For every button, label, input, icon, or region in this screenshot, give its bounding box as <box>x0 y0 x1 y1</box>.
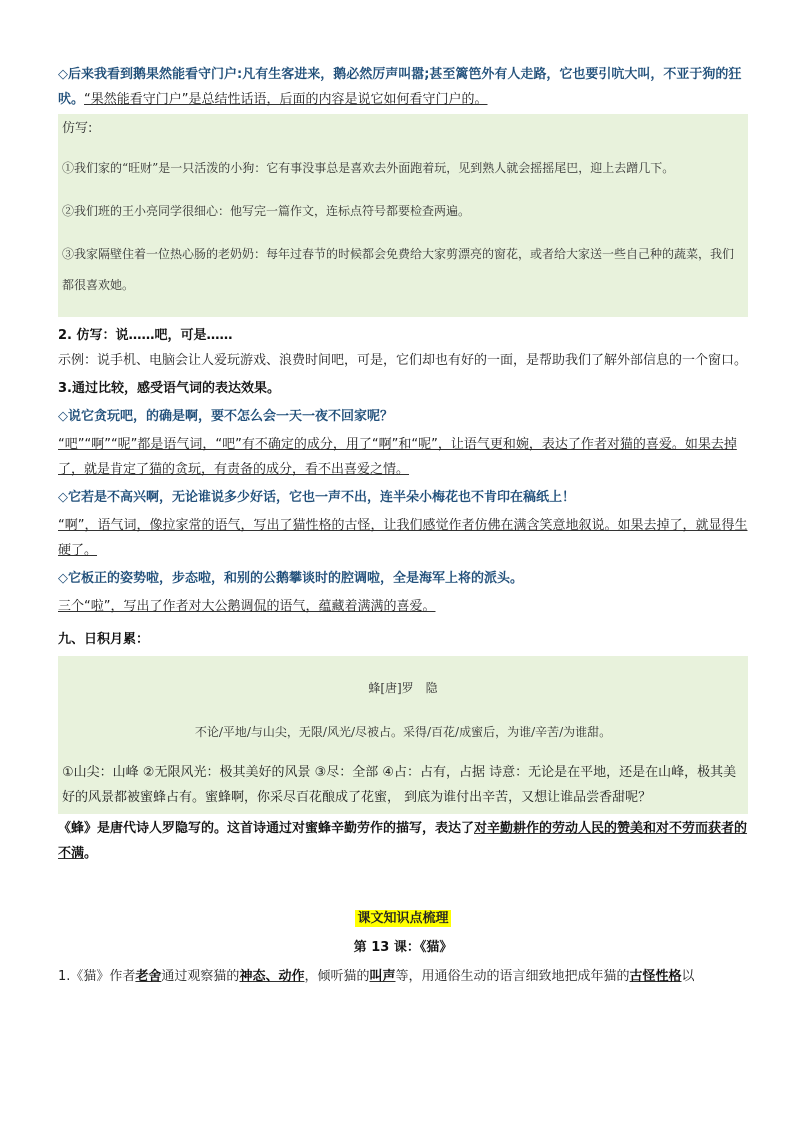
item2-example: 示例：说手机、电脑会让人爱玩游戏、浪费时间吧，可是，它们却也有好的一面，是帮助我们了解外部信息的一个窗口。 <box>58 353 748 368</box>
item3-question-1: ◇说它贪玩吧，的确是啊，要不怎么会一天一夜不回家呢？ <box>58 409 393 424</box>
poem-box <box>58 656 748 814</box>
poem-notes: ①山尖：山峰 ②无限风光：极其美好的风景 ③尽：全部 ④占：占有，占据 诗意：无论是在平地，还是在山峰，极其美好的风景都被蜜蜂占有。蜜蜂啊，你采尽百花酿成了花蜜， 到底为谁付出辛苦，又想让谁品尝香甜呢？ <box>62 765 737 805</box>
item3-question-2: ◇它若是不高兴啊，无论谁说多少好话，它也一声不出，连半朵小梅花也不肯印在稿纸上！ <box>58 490 575 505</box>
item3-answer-3: 三个“啦”，写出了作者对大公鹅调侃的语气，蕴藏着满满的喜爱。 <box>58 599 436 614</box>
lesson-title: 第 13 课：《猫》 <box>353 940 453 955</box>
section9-title: 九、日积月累： <box>58 632 150 647</box>
lesson-p1-text-d: ，倾听猫的 <box>304 969 370 984</box>
paragraph-goose-guard <box>58 62 748 112</box>
lesson-p1-character: 古怪性格 <box>629 969 682 984</box>
lesson-p1-demeanor: 神态、动作 <box>239 969 305 984</box>
imitation-item-1: ①我们家的“旺财”是一只活泼的小狗：它有事没事总是喜欢去外面跑着玩，见到熟人就会摇摇尾巴，迎上去蹭几下。 <box>62 161 675 175</box>
lesson-p1-sound: 叫声 <box>369 969 396 984</box>
knowledge-banner: 课文知识点梳理 <box>357 911 449 926</box>
poem-summary-prefix: 《蜂》是唐代诗人罗隐写的。这首诗通过对蜜蜂辛勤劳作的描写，表达了 <box>58 821 475 836</box>
poem-summary-suffix: 。 <box>84 846 98 861</box>
document-page <box>58 62 748 989</box>
quote-goose-guard: ◇后来我看到鹅果然能看守门户:凡有生客进来，鹅必然厉声叫嚣;甚至篱笆外有人走路，它也要引吭大叫，不亚于狗的狂吠。 <box>58 67 742 107</box>
lesson-p1-text-a: 1.《猫》作者 <box>58 969 136 984</box>
lesson-p1-author: 老舍 <box>135 969 162 984</box>
item3-question-3: ◇它板正的姿势啦，步态啦，和别的公鹅攀谈时的腔调啦，全是海军上将的派头。 <box>58 571 523 586</box>
poem-summary <box>58 816 748 866</box>
item3-title: 3.通过比较，感受语气词的表达效果。 <box>58 381 280 396</box>
knowledge-banner-wrap <box>58 906 748 931</box>
lesson-p1-text-h: 以 <box>681 969 695 984</box>
note-goose-guard: “果然能看守门户”是总结性话语，后面的内容是说它如何看守门户的。 <box>84 92 488 107</box>
item3-answer-1: “吧”“啊”“呢”都是语气词，“吧”有不确定的成分，用了“啊”和“呢”，让语气更和婉，表达了作者对猫的喜爱。如果去掉了，就是肯定了猫的贪玩，有责备的成分，看不出喜爱之情。 <box>58 437 737 477</box>
lesson-p1-text-b: 通过观察猫的 <box>161 969 240 984</box>
imitation-item-3: ③我家隔壁住着一位热心肠的老奶奶：每年过春节的时候都会免费给大家剪漂亮的窗花，或者给大家送一些自己种的蔬菜，我们都很喜欢她。 <box>62 247 735 292</box>
item2-title: 2. 仿写：说……吧，可是…… <box>58 328 233 343</box>
imitation-box <box>58 114 748 317</box>
poem-text: 不论/平地/与山尖，无限/风光/尽被占。采得/百花/成蜜后，为谁/辛苦/为谁甜。 <box>194 725 612 739</box>
lesson-paragraph-1 <box>58 964 748 989</box>
poem-title: 蜂[唐]罗 隐 <box>368 681 438 695</box>
imitation-title: 仿写: <box>62 121 93 136</box>
imitation-item-2: ②我们班的王小亮同学很细心：他写完一篇作文，连标点符号都要检查两遍。 <box>62 204 471 218</box>
lesson-p1-text-f: 等，用通俗生动的语言细致地把成年猫的 <box>395 969 630 984</box>
poem-summary-emphasis: 对辛勤耕作的劳动人民的赞美和对不劳而获者的不满 <box>58 821 748 861</box>
item3-answer-2: “啊”，语气词，像拉家常的语气，写出了猫性格的古怪，让我们感觉作者仿佛在满含笑意地叙说。如果去掉了，就显得生硬了。 <box>58 518 748 558</box>
